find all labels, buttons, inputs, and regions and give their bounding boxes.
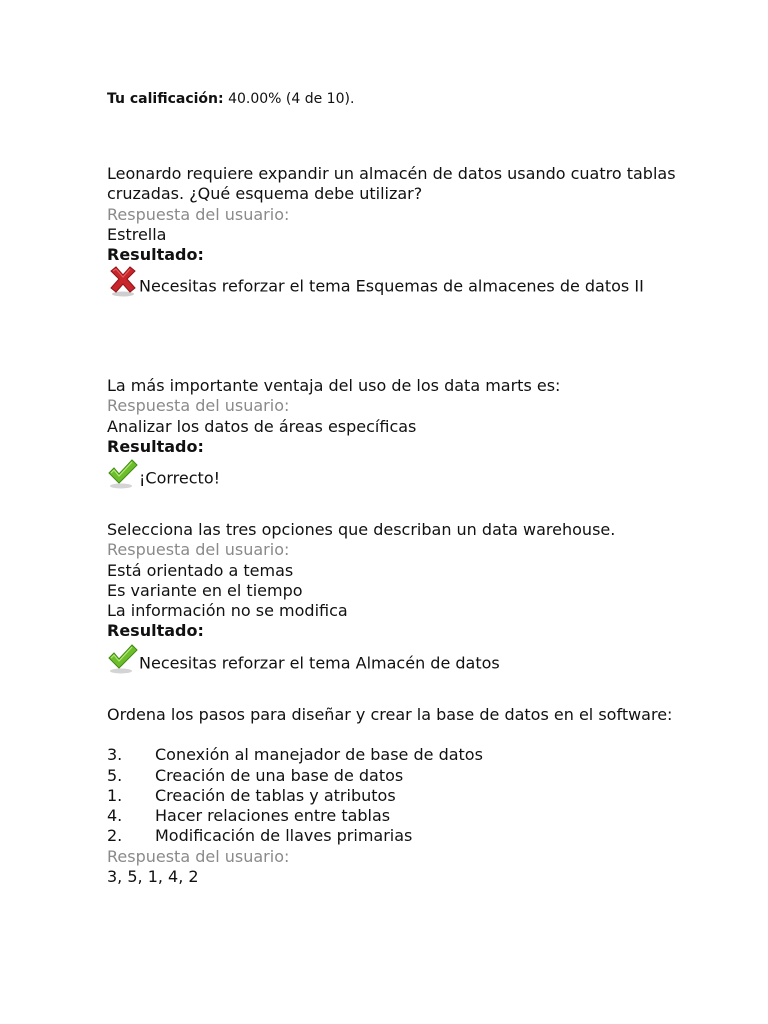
cross-icon — [107, 265, 139, 297]
step-number: 5. — [107, 765, 123, 785]
user-answer: Estrella — [107, 224, 167, 244]
check-icon — [107, 457, 139, 489]
user-answer-label: Respuesta del usuario: — [107, 846, 290, 866]
result-label: Resultado: — [107, 621, 204, 641]
step-number: 4. — [107, 806, 123, 826]
question-text: La más importante ventaja del uso de los data marts es: — [107, 376, 561, 395]
user-answer: Es variante en el tiempo — [107, 580, 303, 600]
user-answer-label: Respuesta del usuario: — [107, 204, 290, 224]
check-icon — [107, 642, 139, 674]
score-label: Tu calificación: — [107, 91, 224, 107]
step-item — [107, 826, 707, 846]
step-text: Modificación de llaves primarias — [155, 826, 413, 846]
user-answer-label: Respuesta del usuario: — [107, 396, 290, 416]
question-text: Leonardo requiere expandir un almacén de datos usando cuatro tablas cruzadas. ¿Qué esquema debe utilizar? — [107, 164, 676, 204]
question-4 — [107, 705, 707, 887]
result-label: Resultado: — [107, 245, 204, 265]
score-line — [107, 91, 354, 107]
step-item — [107, 766, 707, 786]
result-line — [107, 265, 707, 297]
steps-list — [107, 745, 707, 846]
step-item — [107, 806, 707, 826]
question-3 — [107, 520, 707, 674]
question-text: Selecciona las tres opciones que describan un data warehouse. — [107, 520, 616, 539]
step-text: Hacer relaciones entre tablas — [155, 806, 391, 826]
step-item — [107, 745, 707, 765]
step-text: Creación de una base de datos — [155, 765, 404, 785]
feedback-text: Necesitas reforzar el tema Almacén de datos — [139, 653, 500, 673]
step-number: 2. — [107, 826, 123, 846]
user-answer: Está orientado a temas — [107, 560, 294, 580]
step-number: 3. — [107, 745, 123, 765]
question-text: Ordena los pasos para diseñar y crear la base de datos en el software: — [107, 705, 673, 724]
step-text: Conexión al manejador de base de datos — [155, 745, 483, 765]
score-value: 40.00% (4 de 10). — [228, 91, 355, 107]
question-1 — [107, 164, 707, 297]
user-answer: La información no se modifica — [107, 601, 348, 621]
user-answer: Analizar los datos de áreas específicas — [107, 416, 417, 436]
feedback-text: ¡Correcto! — [139, 468, 221, 488]
user-answer: 3, 5, 1, 4, 2 — [107, 867, 199, 887]
step-item — [107, 786, 707, 806]
feedback-text: Necesitas reforzar el tema Esquemas de almacenes de datos II — [139, 277, 644, 297]
question-2 — [107, 376, 707, 489]
user-answer-label: Respuesta del usuario: — [107, 540, 290, 560]
step-number: 1. — [107, 785, 123, 805]
step-text: Creación de tablas y atributos — [155, 785, 396, 805]
result-label: Resultado: — [107, 436, 204, 456]
result-line — [107, 457, 707, 489]
result-line — [107, 642, 707, 674]
